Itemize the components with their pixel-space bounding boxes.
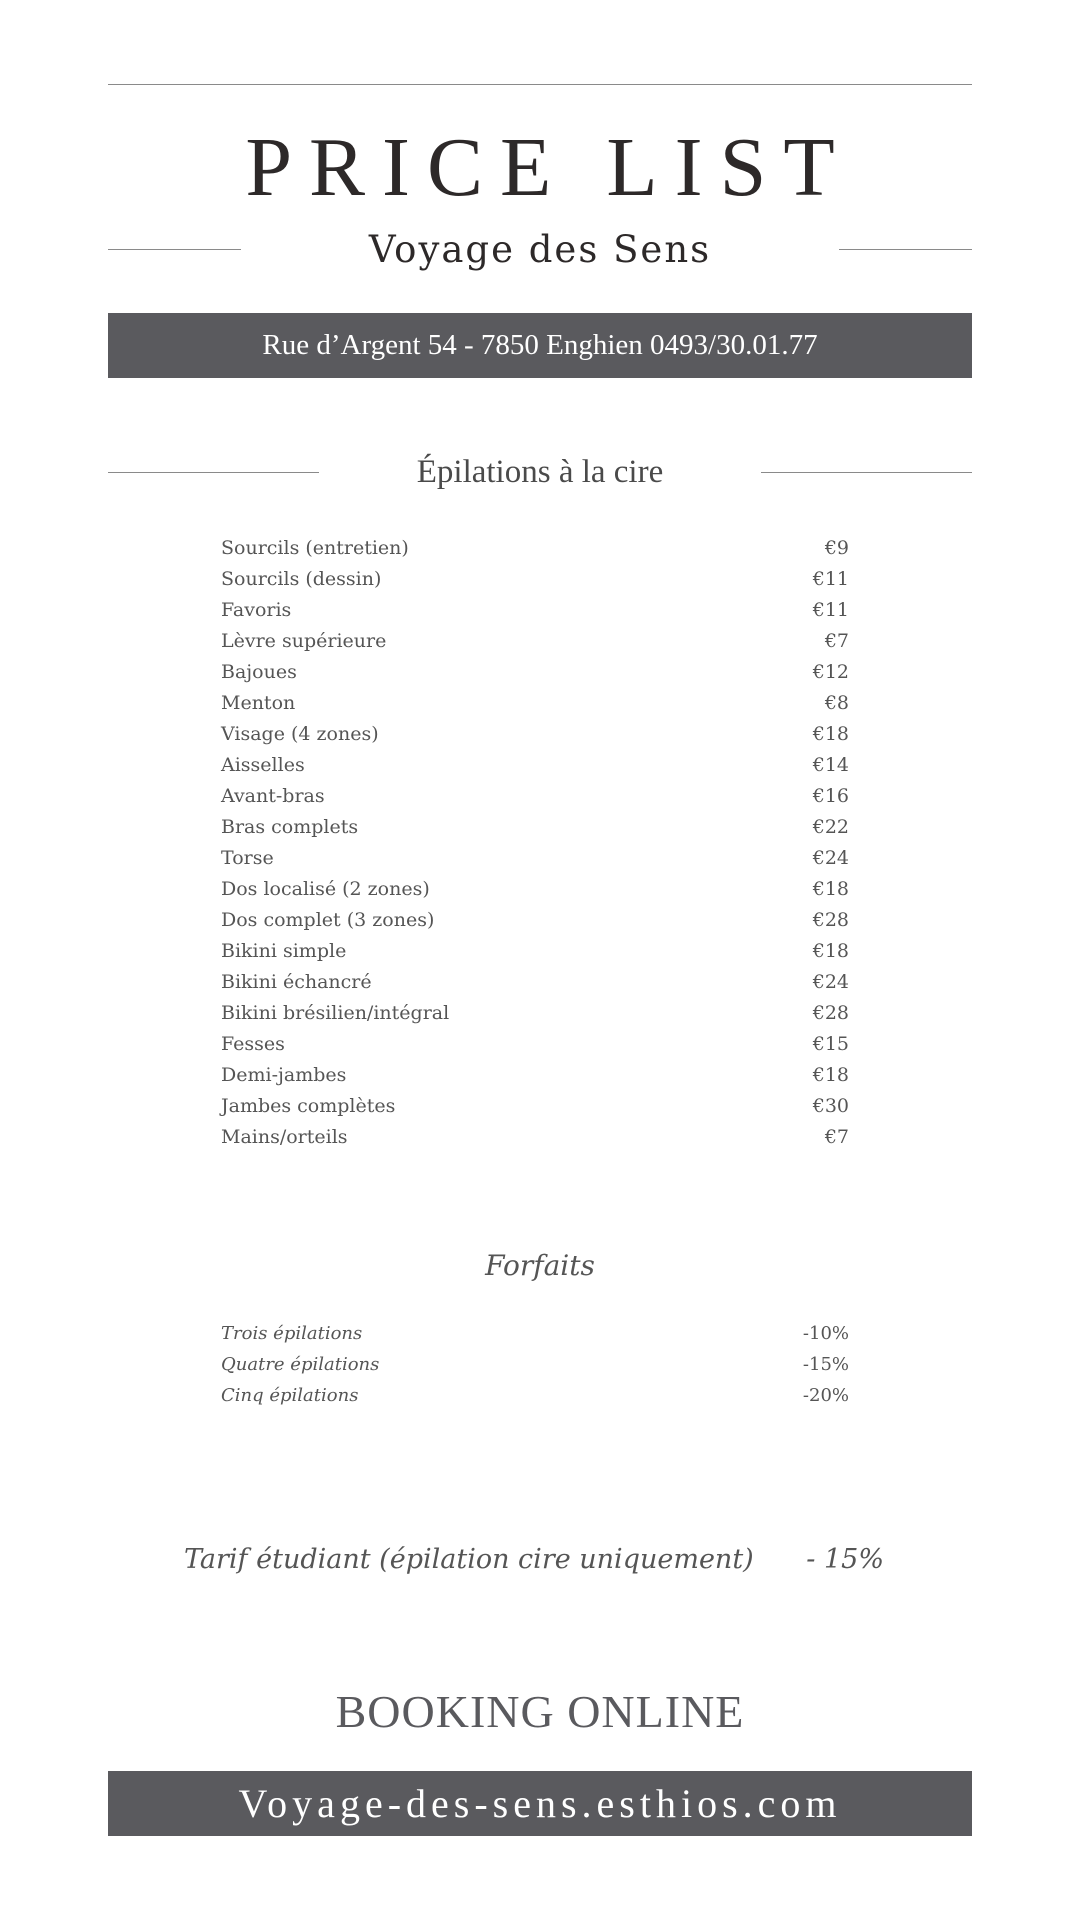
section-right-divider — [761, 472, 972, 473]
service-price: €11 — [812, 599, 849, 621]
service-name: Mains/orteils — [221, 1126, 348, 1148]
service-name: Sourcils (entretien) — [221, 537, 409, 559]
service-price: €18 — [812, 878, 849, 900]
service-price: €30 — [812, 1095, 849, 1117]
service-price: €18 — [812, 723, 849, 745]
list-item — [221, 905, 849, 936]
service-name: Fesses — [221, 1033, 285, 1055]
service-price: €22 — [812, 816, 849, 838]
service-price: €18 — [812, 940, 849, 962]
service-name: Visage (4 zones) — [221, 723, 379, 745]
package-name: Trois épilations — [221, 1323, 363, 1344]
service-price: €28 — [812, 909, 849, 931]
forfaits-list — [221, 1318, 849, 1411]
service-price: €8 — [824, 692, 849, 714]
list-item — [221, 1380, 849, 1411]
list-item — [221, 719, 849, 750]
waxing-section-title: Épilations à la cire — [416, 454, 664, 490]
booking-url-link[interactable]: Voyage-des-sens.esthios.com — [108, 1771, 972, 1836]
list-item — [221, 533, 849, 564]
service-name: Aisselles — [221, 754, 305, 776]
list-item — [221, 564, 849, 595]
list-item — [221, 812, 849, 843]
service-name: Favoris — [221, 599, 292, 621]
service-price: €9 — [824, 537, 849, 559]
list-item — [221, 781, 849, 812]
service-name: Bikini brésilien/intégral — [221, 1002, 450, 1024]
service-price: €24 — [812, 847, 849, 869]
list-item — [221, 1029, 849, 1060]
subtitle-row — [108, 222, 972, 278]
service-price: €7 — [824, 1126, 849, 1148]
list-item — [221, 967, 849, 998]
subtitle-right-divider — [839, 249, 972, 250]
list-item — [221, 1091, 849, 1122]
service-name: Demi-jambes — [221, 1064, 347, 1086]
student-rate-discount: - 15% — [806, 1544, 884, 1575]
service-name: Jambes complètes — [221, 1095, 396, 1117]
service-price: €14 — [812, 754, 849, 776]
service-name: Torse — [221, 847, 274, 869]
salon-name: Voyage des Sens — [368, 228, 712, 271]
list-item — [221, 1122, 849, 1153]
service-name: Bajoues — [221, 661, 297, 683]
service-price: €24 — [812, 971, 849, 993]
waxing-price-list — [221, 533, 849, 1153]
list-item — [221, 998, 849, 1029]
list-item — [221, 1349, 849, 1380]
service-price: €16 — [812, 785, 849, 807]
service-name: Lèvre supérieure — [221, 630, 387, 652]
list-item — [221, 595, 849, 626]
service-name: Sourcils (dessin) — [221, 568, 382, 590]
service-price: €18 — [812, 1064, 849, 1086]
forfaits-section-title: Forfaits — [485, 1249, 595, 1282]
package-name: Quatre épilations — [221, 1354, 380, 1375]
list-item — [221, 688, 849, 719]
service-name: Dos complet (3 zones) — [221, 909, 435, 931]
list-item — [221, 750, 849, 781]
page-title: PRICE LIST — [245, 121, 852, 214]
waxing-section-header — [108, 444, 972, 500]
student-rate-label: Tarif étudiant (épilation cire uniquement) — [184, 1544, 754, 1575]
service-name: Bras complets — [221, 816, 359, 838]
service-name: Bikini simple — [221, 940, 347, 962]
service-name: Avant-bras — [221, 785, 325, 807]
service-price: €28 — [812, 1002, 849, 1024]
list-item — [221, 626, 849, 657]
package-discount: -15% — [802, 1354, 849, 1375]
student-rate — [184, 1540, 884, 1580]
price-list-page — [108, 0, 972, 1920]
list-item — [221, 657, 849, 688]
package-discount: -10% — [802, 1323, 849, 1344]
booking-title: BOOKING ONLINE — [335, 1686, 745, 1737]
service-name: Bikini échancré — [221, 971, 372, 993]
top-divider — [108, 84, 972, 85]
service-price: €7 — [824, 630, 849, 652]
service-price: €12 — [812, 661, 849, 683]
list-item — [221, 874, 849, 905]
service-price: €11 — [812, 568, 849, 590]
list-item — [221, 1060, 849, 1091]
service-price: €15 — [812, 1033, 849, 1055]
list-item — [221, 936, 849, 967]
service-name: Dos localisé (2 zones) — [221, 878, 430, 900]
list-item — [221, 843, 849, 874]
package-discount: -20% — [802, 1385, 849, 1406]
service-name: Menton — [221, 692, 296, 714]
package-name: Cinq épilations — [221, 1385, 359, 1406]
list-item — [221, 1318, 849, 1349]
address-banner: Rue d’Argent 54 - 7850 Enghien 0493/30.01.77 — [108, 313, 972, 378]
